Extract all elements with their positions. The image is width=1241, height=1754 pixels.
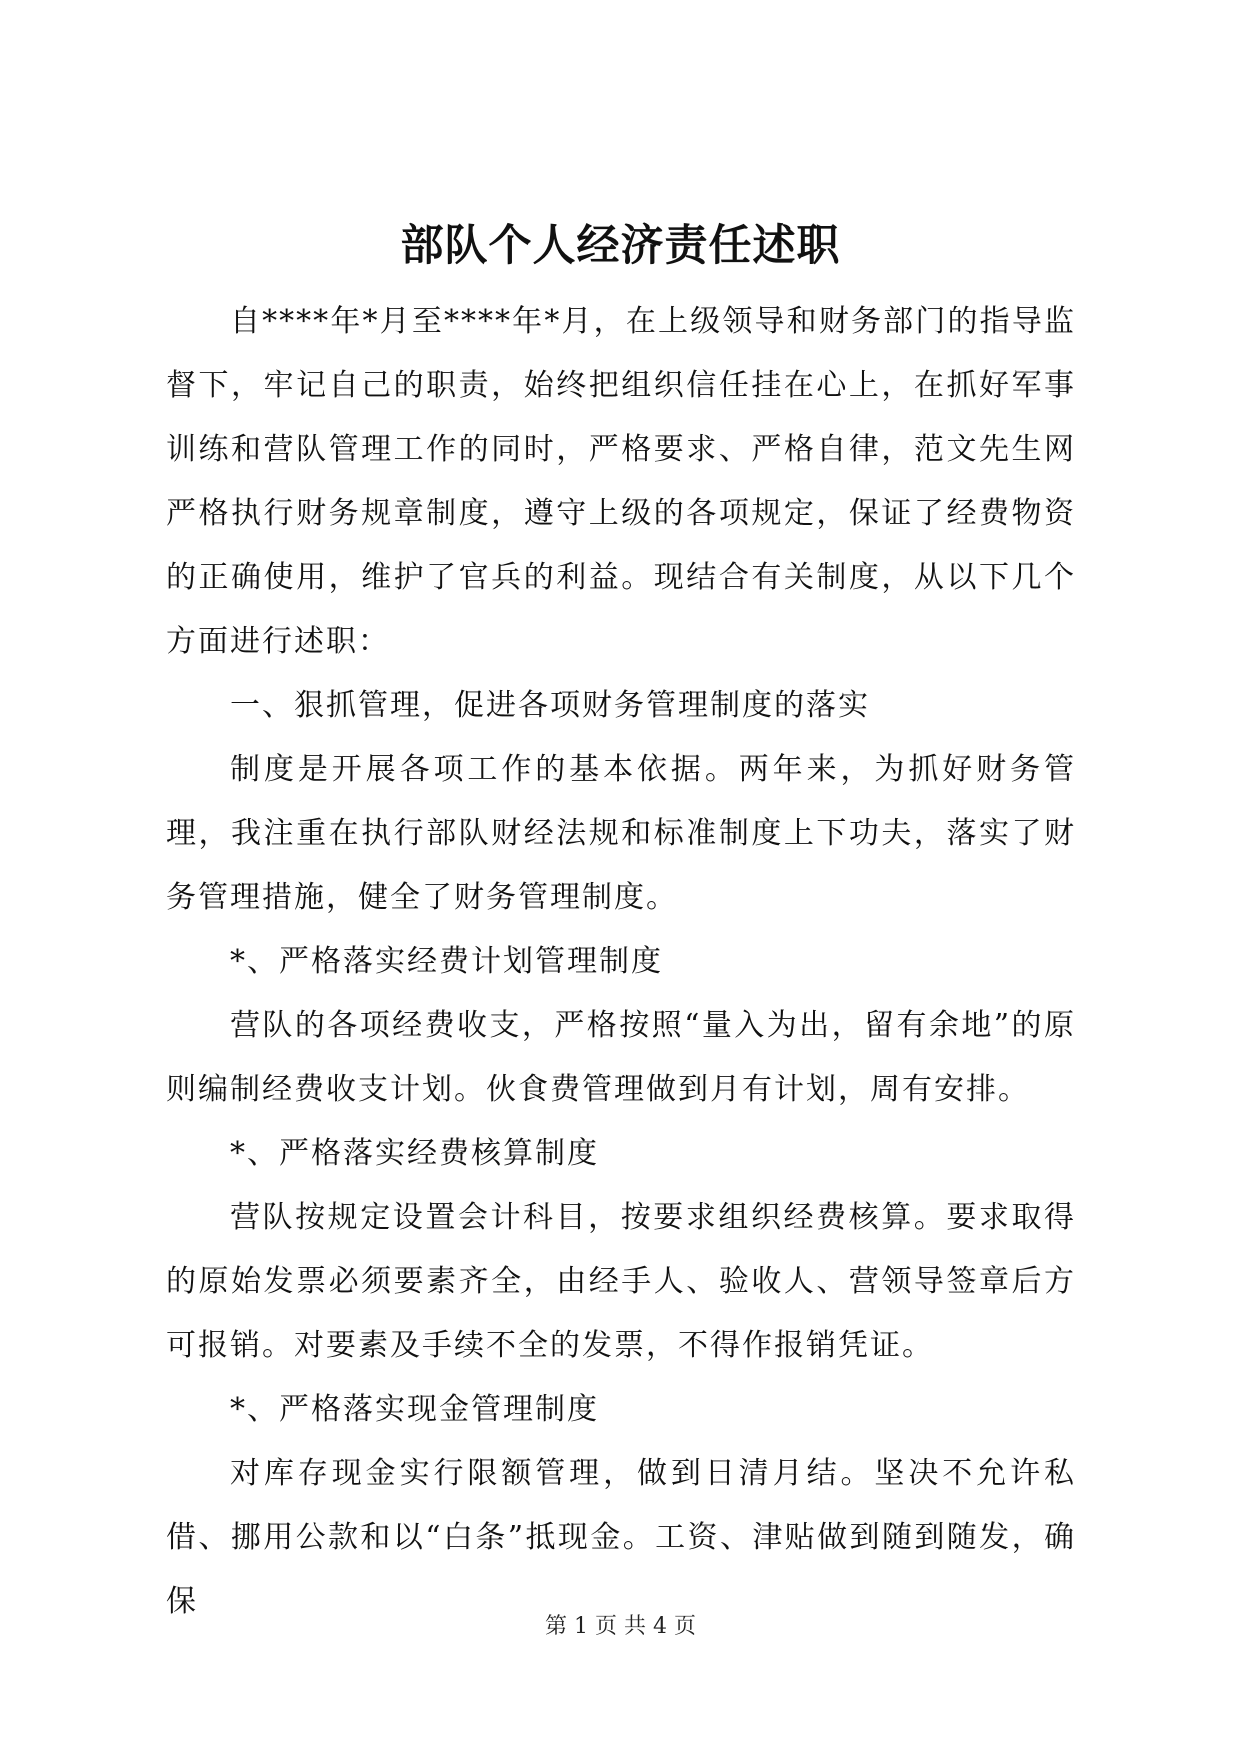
page-number-footer: 第 1 页 共 4 页 [545, 1614, 696, 1639]
document-title: 部队个人经济责任述职 [400, 221, 841, 271]
body-paragraph: 对库存现金实行限额管理，做到日清月结。坚决不允许私借、挪用公款和以“白条”抵现金。工资、津贴做到随到随发，确保 [166, 1456, 1076, 1619]
document-body [166, 290, 1076, 1634]
section-heading: 一、狠抓管理，促进各项财务管理制度的落实 [230, 688, 870, 723]
body-paragraph: 营队的各项经费收支，严格按照“量入为出，留有余地”的原则编制经费收支计划。伙食费管理做到月有计划，周有安排。 [166, 1008, 1076, 1107]
subsection-heading: *、严格落实经费计划管理制度 [230, 944, 663, 979]
subsection-heading: *、严格落实经费核算制度 [230, 1136, 599, 1171]
body-paragraph: 制度是开展各项工作的基本依据。两年来，为抓好财务管理，我注重在执行部队财经法规和标准制度上下功夫，落实了财务管理措施，健全了财务管理制度。 [166, 752, 1076, 915]
subsection-heading: *、严格落实现金管理制度 [230, 1392, 599, 1427]
body-paragraph: 自****年*月至****年*月，在上级领导和财务部门的指导监督下，牢记自己的职责，始终把组织信任挂在心上，在抓好军事训练和营队管理工作的同时，严格要求、严格自律，范文先生网严格执行财务规章制度，遵守上级的各项规定，保证了经费物资的正确使用，维护了官兵的利益。现结合有关制度，从以下几个方面进行述职： [166, 304, 1076, 659]
body-paragraph: 营队按规定设置会计科目，按要求组织经费核算。要求取得的原始发票必须要素齐全，由经手人、验收人、营领导签章后方可报销。对要素及手续不全的发票，不得作报销凭证。 [166, 1200, 1076, 1363]
